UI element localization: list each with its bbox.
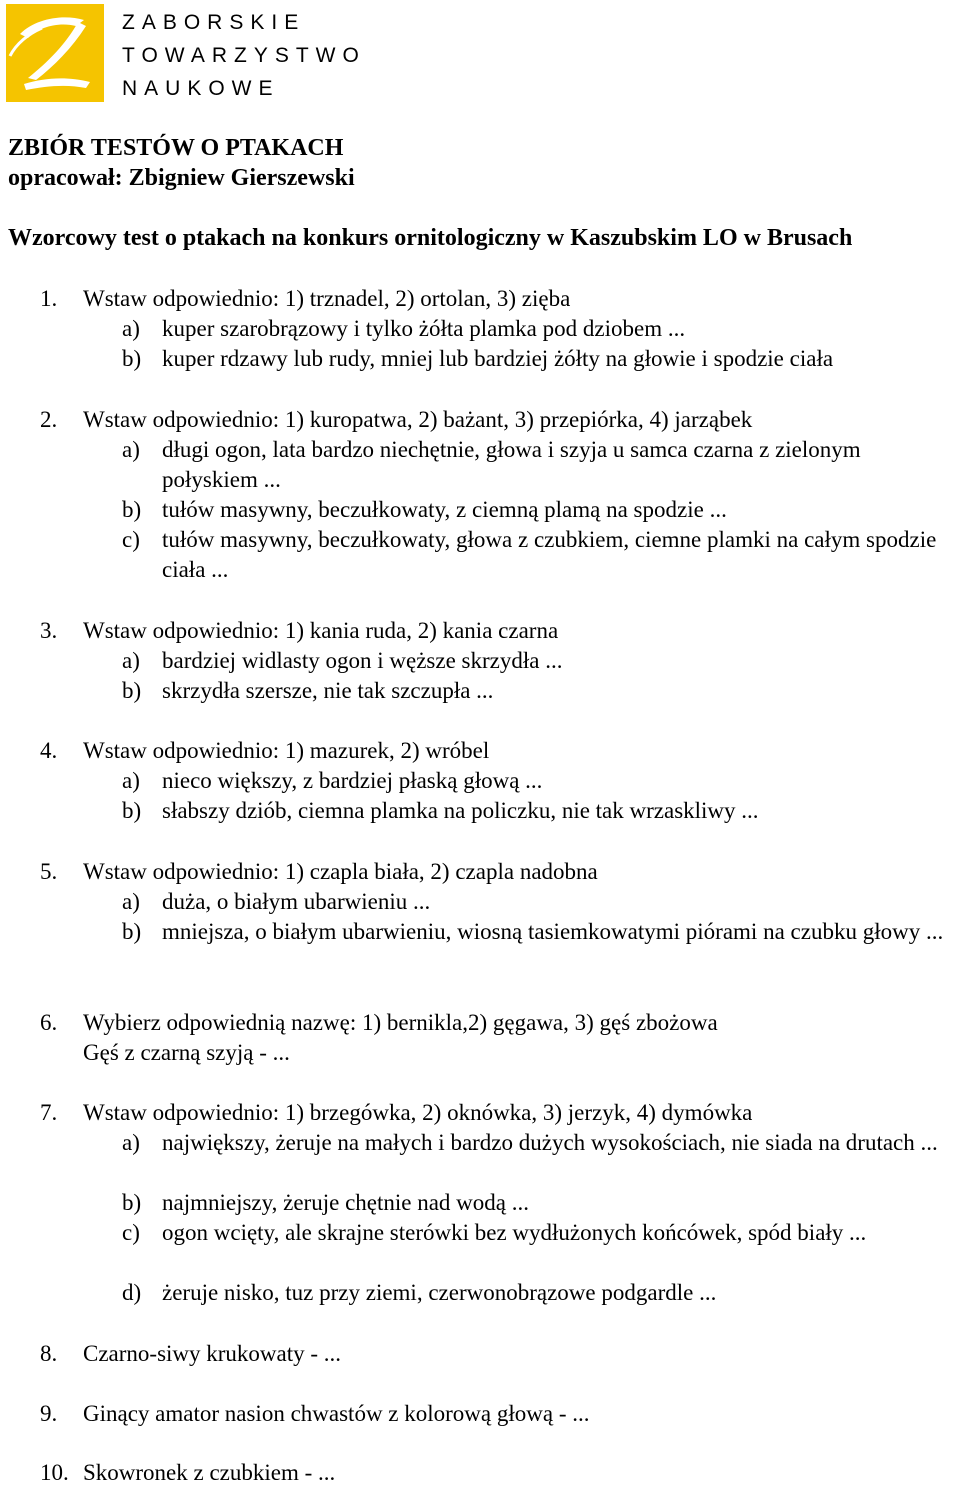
option-letter: d) bbox=[122, 1280, 142, 1305]
question-text: Wstaw odpowiednio: 1) brzegówka, 2) oknówka, 3) jerzyk, 4) dymówka bbox=[83, 1100, 753, 1125]
question-number: 5. bbox=[40, 859, 58, 884]
logo-line-2: TOWARZYSTWO bbox=[122, 44, 366, 67]
logo bbox=[6, 4, 366, 104]
question-text: Wstaw odpowiednio: 1) kuropatwa, 2) bażant, 3) przepiórka, 4) jarząbek bbox=[83, 407, 753, 432]
option-text: największy, żeruje na małych i bardzo dużych wysokościach, nie siada na drutach ... bbox=[162, 1130, 938, 1155]
question-number: 8. bbox=[40, 1341, 58, 1366]
option-text: kuper szarobrązowy i tylko żółta plamka pod dziobem ... bbox=[162, 316, 686, 341]
option-letter: a) bbox=[122, 437, 140, 462]
question-number: 7. bbox=[40, 1100, 58, 1125]
question-number: 2. bbox=[40, 407, 58, 432]
option-text: skrzydła szersze, nie tak szczupła ... bbox=[162, 678, 494, 703]
option-text: żeruje nisko, tuz przy ziemi, czerwonobrązowe podgardle ... bbox=[162, 1280, 717, 1305]
option-letter: c) bbox=[122, 1220, 140, 1245]
question-number: 4. bbox=[40, 738, 58, 763]
question-text: Wybierz odpowiednią nazwę: 1) bernikla,2) gęgawa, 3) gęś zbożowa bbox=[83, 1010, 718, 1035]
question-text: Wstaw odpowiednio: 1) mazurek, 2) wróbel bbox=[83, 738, 490, 763]
document-title: ZBIÓR TESTÓW O PTAKACH bbox=[8, 135, 344, 161]
option-text: tułów masywny, beczułkowaty, z ciemną plamą na spodzie ... bbox=[162, 497, 727, 522]
option-text: duża, o białym ubarwieniu ... bbox=[162, 889, 431, 914]
logo-line-3: NAUKOWE bbox=[122, 77, 280, 100]
option-letter: c) bbox=[122, 527, 140, 552]
question-number: 10. bbox=[40, 1460, 69, 1485]
option-text: mniejsza, o białym ubarwieniu, wiosną tasiemkowatymi piórami na czubku głowy ... bbox=[162, 919, 944, 944]
question-text: Ginący amator nasion chwastów z kolorową głową - ... bbox=[83, 1401, 590, 1426]
option-text: długi ogon, lata bardzo niechętnie, głowa i szyja u samca czarna z zielonym połyskiem ... bbox=[162, 437, 861, 492]
option-letter: a) bbox=[122, 1130, 140, 1155]
question-text: Skowronek z czubkiem - ... bbox=[83, 1460, 336, 1485]
document-author: opracował: Zbigniew Gierszewski bbox=[8, 165, 355, 191]
question-number: 1. bbox=[40, 286, 58, 311]
option-letter: b) bbox=[122, 798, 142, 823]
option-letter: a) bbox=[122, 768, 140, 793]
option-letter: b) bbox=[122, 678, 142, 703]
option-letter: a) bbox=[122, 316, 140, 341]
option-letter: b) bbox=[122, 346, 142, 371]
option-text: najmniejszy, żeruje chętnie nad wodą ... bbox=[162, 1190, 530, 1215]
question-text: Wstaw odpowiednio: 1) kania ruda, 2) kania czarna bbox=[83, 618, 559, 643]
option-text: słabszy dziób, ciemna plamka na policzku, nie tak wrzaskliwy ... bbox=[162, 798, 759, 823]
question-number: 9. bbox=[40, 1401, 58, 1426]
option-text: tułów masywny, beczułkowaty, głowa z czubkiem, ciemne plamki na całym spodzie ciała ... bbox=[162, 527, 937, 582]
option-letter: a) bbox=[122, 648, 140, 673]
option-letter: a) bbox=[122, 889, 140, 914]
option-text: kuper rdzawy lub rudy, mniej lub bardziej żółty na głowie i spodzie ciała bbox=[162, 346, 834, 371]
option-text: ogon wcięty, ale skrajne sterówki bez wydłużonych końcówek, spód biały ... bbox=[162, 1220, 867, 1245]
test-intro: Wzorcowy test o ptakach na konkurs ornitologiczny w Kaszubskim LO w Brusach bbox=[8, 225, 853, 251]
question-number: 6. bbox=[40, 1010, 58, 1035]
option-text: bardziej widlasty ogon i węższe skrzydła ... bbox=[162, 648, 563, 673]
option-letter: b) bbox=[122, 497, 142, 522]
logo-emblem bbox=[6, 4, 104, 102]
question-number: 3. bbox=[40, 618, 58, 643]
option-letter: b) bbox=[122, 1190, 142, 1215]
option-letter: b) bbox=[122, 919, 142, 944]
question-text: Wstaw odpowiednio: 1) trznadel, 2) ortolan, 3) zięba bbox=[83, 286, 571, 311]
document-header bbox=[8, 133, 355, 193]
question-text: Wstaw odpowiednio: 1) czapla biała, 2) czapla nadobna bbox=[83, 859, 598, 884]
swan-icon bbox=[6, 4, 104, 102]
logo-line-1: ZABORSKIE bbox=[122, 11, 306, 34]
question-text: Czarno-siwy krukowaty - ... bbox=[83, 1341, 342, 1366]
question-answer-line: Gęś z czarną szyją - ... bbox=[83, 1040, 290, 1065]
option-text: nieco większy, z bardziej płaską głową ... bbox=[162, 768, 543, 793]
